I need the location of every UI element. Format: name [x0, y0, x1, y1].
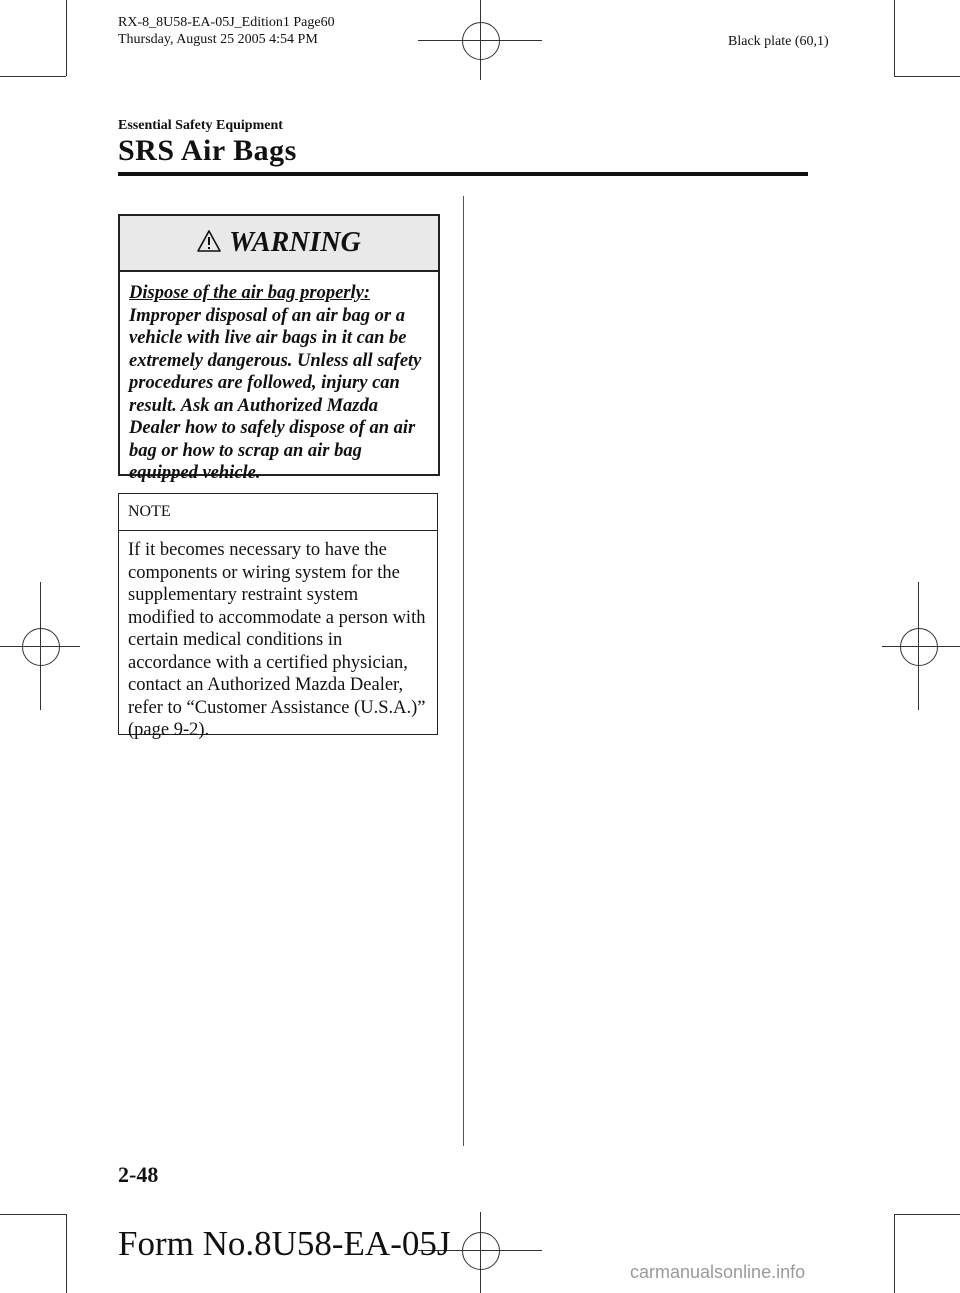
warning-body [120, 272, 438, 485]
note-text: If it becomes necessary to have the components or wiring system for the supplementary restraint system modified to accommodate a person with certain medical conditions in accordance with a certified physician, contact an Authorized Mazda Dealer, refer to “Customer Assistance (U.S.A.)” (page 9-2). [128, 540, 426, 740]
warning-triangle-icon [197, 230, 221, 257]
page-title: SRS Air Bags [118, 134, 297, 167]
title-divider [118, 172, 808, 176]
warning-text: Improper disposal of an air bag or a vehicle with live air bags in it can be extremely dangerous. Unless all safety procedures are followed, injury can result. Ask an Authorized Mazda Dealer how to safely dispose of an air bag or how to scrap an air bag equipped vehicle. [129, 305, 422, 483]
form-number: Form No.8U58-EA-05J [118, 1224, 451, 1263]
warning-box [118, 214, 440, 483]
warning-title: WARNING [229, 227, 361, 258]
print-metadata [118, 14, 335, 48]
note-box [118, 493, 438, 740]
page-number: 2-48 [118, 1162, 159, 1187]
note-title: NOTE [119, 494, 437, 531]
print-date-line: Thursday, August 25 2005 4:54 PM [118, 32, 318, 47]
warning-header [120, 216, 438, 272]
column-divider [463, 196, 464, 1146]
plate-label: Black plate (60,1) [728, 34, 829, 49]
file-info-line: RX-8_8U58-EA-05J_Edition1 Page60 [118, 15, 335, 30]
warning-lead: Dispose of the air bag properly: [129, 283, 370, 303]
section-label: Essential Safety Equipment [118, 118, 283, 133]
watermark: carmanualsonline.info [630, 1262, 806, 1282]
